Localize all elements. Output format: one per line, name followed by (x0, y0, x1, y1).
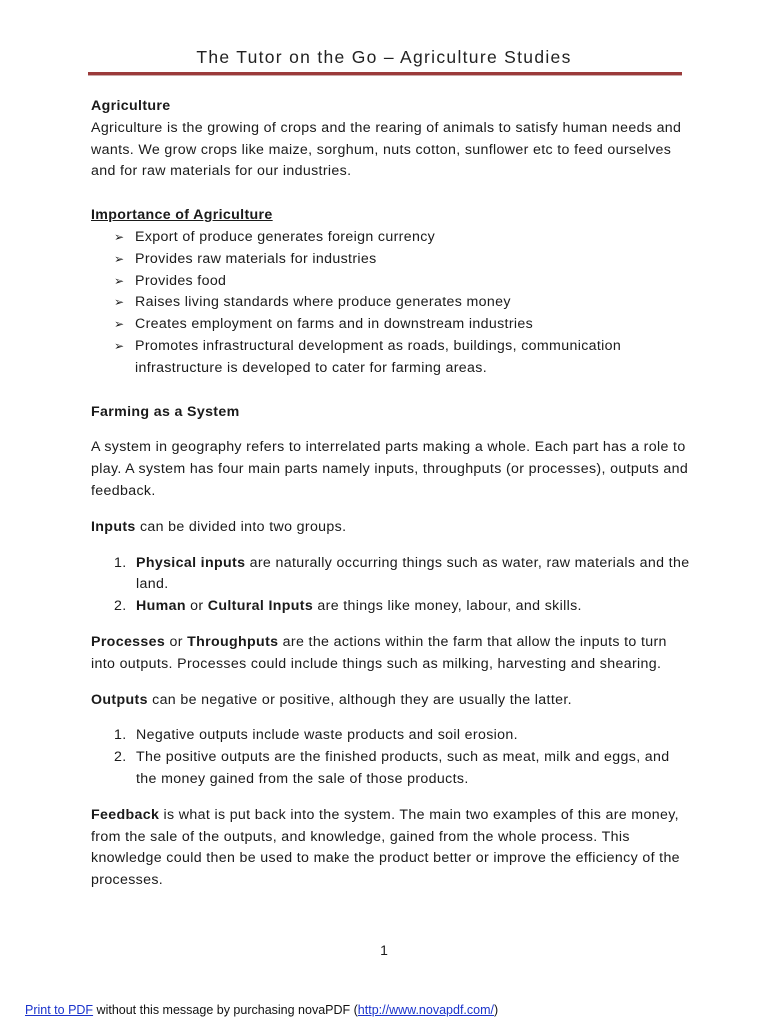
term: Feedback (91, 806, 160, 823)
document-body (91, 96, 691, 892)
list-item: ➢ Raises living standards where produce generates money (114, 292, 691, 314)
section-heading-importance: Importance of Agriculture (91, 207, 273, 224)
list-item: ➢ Provides raw materials for industries (114, 249, 691, 271)
list-number: 1. (114, 554, 127, 571)
list-text: are the actions within the farm that allow the inputs to turn into outputs. Processes could include things such as milking, harvesting and shearing. (91, 633, 667, 672)
term: Physical inputs (136, 554, 246, 571)
inputs-term: Inputs (91, 518, 136, 535)
term: Cultural Inputs (207, 598, 314, 615)
term: Processes (91, 633, 166, 650)
list-item (114, 725, 691, 747)
list-number: 1. (114, 727, 127, 744)
list-text: are naturally occurring things such as water, raw materials and the land. (136, 554, 690, 593)
outputs-paragraph (91, 690, 691, 712)
outputs-list (91, 725, 691, 790)
list-text: or (165, 633, 188, 650)
term: Human (136, 598, 186, 615)
list-text: The positive outputs are the finished products, such as meat, milk and eggs, and the money gained from the sale of those products. (136, 749, 670, 787)
novapdf-link[interactable]: http://www.novapdf.com/ (357, 1003, 494, 1017)
list-number: 2. (114, 598, 127, 615)
system-paragraph: A system in geography refers to interrelated parts making a whole. Each part has a role to play. A system has four main parts namely inputs, throughputs (or processes), outputs and feedback. (91, 439, 689, 499)
list-text: Negative outputs include waste products and soil erosion. (136, 727, 518, 744)
header-rule (88, 72, 682, 76)
list-text: is what is put back into the system. The main two examples of this are money, from the sale of the outputs, and knowledge, gained from the whole process. This knowledge could then be used to make the product better or improve the efficiency of the processes. (91, 806, 680, 889)
page-header-title: The Tutor on the Go – Agriculture Studies (196, 47, 572, 67)
section-heading-system: Farming as a System (91, 403, 240, 420)
inputs-text: can be divided into two groups. (135, 518, 347, 535)
agriculture-paragraph: Agriculture is the growing of crops and the rearing of animals to satisfy human needs and wants. We grow crops like maize, sorghum, nuts cotton, sunflower etc to feed ourselves and for raw materials for our industries. (91, 119, 682, 180)
list-text: are things like money, labour, and skills. (313, 598, 582, 615)
list-text: can be negative or positive, although they are usually the latter. (147, 691, 572, 708)
list-item (114, 596, 691, 618)
processes-paragraph (91, 632, 691, 676)
list-item: ➢ Export of produce generates foreign currency (114, 227, 691, 249)
list-item: ➢ Provides food (114, 271, 691, 293)
term: Outputs (91, 691, 148, 708)
feedback-paragraph (91, 805, 691, 892)
list-item: ➢ Promotes infrastructural development as roads, buildings, communication infrastructure is developed to cater for farming areas. (114, 336, 691, 380)
pdf-footer (25, 1003, 498, 1017)
term: Throughputs (187, 633, 279, 650)
importance-list (91, 227, 691, 380)
list-item (114, 747, 691, 791)
section-heading-agriculture: Agriculture (91, 98, 171, 114)
footer-text: without this message by purchasing novaPDF ( (93, 1003, 358, 1017)
inputs-paragraph (91, 517, 691, 539)
page-number: 1 (380, 942, 388, 958)
print-to-pdf-link[interactable]: Print to PDF (25, 1003, 94, 1017)
list-item: ➢ Creates employment on farms and in downstream industries (114, 314, 691, 336)
list-item (114, 553, 691, 597)
list-text: or (185, 598, 208, 615)
list-number: 2. (114, 749, 127, 766)
footer-text: ) (493, 1003, 499, 1017)
inputs-list (91, 553, 691, 618)
